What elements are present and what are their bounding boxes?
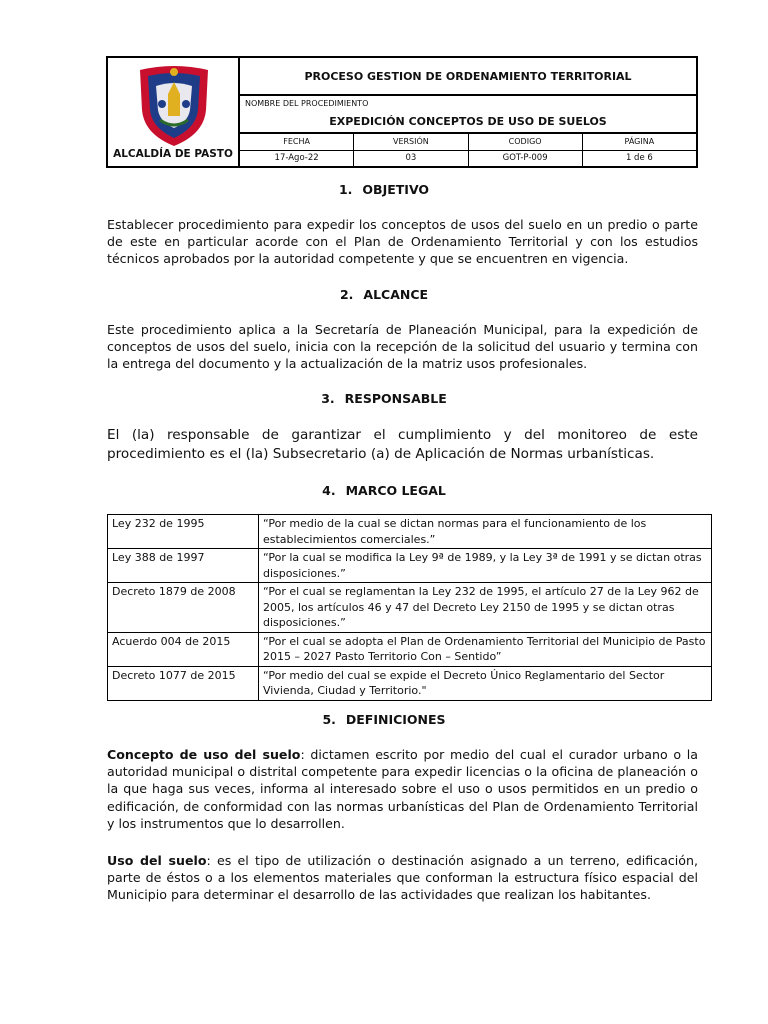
coat-of-arms-icon — [134, 64, 214, 148]
objetivo-text: Establecer procedimiento para expedir los conceptos de usos del suelo en un predio o parte de este en particular acorde con el Plan de Ordenamiento Territorial y con los estudios técnicos aprobados por la autoridad competente y que se encuentren en vigencia. — [107, 217, 698, 267]
heading-number: 4. — [322, 483, 336, 498]
norma-cell: Ley 232 de 1995 — [108, 515, 259, 549]
procedure-name: EXPEDICIÓN CONCEPTOS DE USO DE SUELOS — [329, 115, 607, 128]
norma-cell: Decreto 1879 de 2008 — [108, 583, 259, 633]
heading-title: RESPONSABLE — [344, 391, 447, 406]
definition-text: : dictamen escrito por medio del cual el curador urbano o la autoridad municipal o distrital competente para expedir licencias o la oficina de planeación o la que haga sus veces, informa al interesado sobre el uso o usos permitidos en un predio o edificación, de conformidad con las normas urbanísticas del Plan de Ordenamiento Territorial y los instrumentos que lo desarrollen. — [107, 747, 699, 831]
table-row — [108, 583, 712, 633]
heading-definiciones — [0, 712, 768, 727]
definition-term: Uso del suelo — [107, 853, 207, 868]
table-row — [108, 515, 712, 549]
meta-date — [240, 134, 354, 166]
alcance-text: Este procedimiento aplica a la Secretaría de Planeación Municipal, para la expedición de conceptos de usos del suelo, inicia con la recepción de la solicitud del usuario y termina con la entrega del documento y la actualización de la matriz usos profesionales. — [107, 322, 698, 372]
meta-code — [469, 134, 583, 166]
table-row — [108, 632, 712, 666]
descripcion-cell: “Por medio de la cual se dictan normas para el funcionamiento de los establecimientos comerciales.” — [259, 515, 712, 549]
table-row — [108, 549, 712, 583]
responsable-text: El (la) responsable de garantizar el cumplimiento y del monitoreo de este procedimiento es el (la) Subsecretario (a) de Aplicación de Normas urbanísticas. — [107, 427, 698, 462]
heading-number: 5. — [322, 712, 336, 727]
norma-cell: Decreto 1077 de 2015 — [108, 666, 259, 700]
meta-label: PÁGINA — [583, 134, 696, 151]
heading-alcance — [0, 287, 768, 302]
heading-number: 1. — [338, 182, 353, 197]
heading-objetivo — [0, 182, 768, 197]
procedure-label: NOMBRE DEL PROCEDIMIENTO — [245, 99, 369, 108]
definition-text: : es el tipo de utilización o destinación asignado a un terreno, edificación, parte de éstos o a los elementos materiales que conforman la estructura físico espacial del Municipio para determinar el desarrollo de las actividades que realizan los habitantes. — [107, 853, 698, 903]
descripcion-cell: “Por medio del cual se expide el Decreto Único Reglamentario del Sector Vivienda, Ciudad y Territorio." — [259, 666, 712, 700]
meta-version — [354, 134, 468, 166]
descripcion-cell: “Por el cual se adopta el Plan de Ordenamiento Territorial del Municipio de Pasto 2015 – 2027 Pasto Territorio Con – Sentido” — [259, 632, 712, 666]
process-title: PROCESO GESTION DE ORDENAMIENTO TERRITORIAL — [240, 58, 696, 96]
descripcion-cell: “Por el cual se reglamentan la Ley 232 de 1995, el artículo 27 de la Ley 962 de 2005, los artículos 46 y 47 del Decreto Ley 2150 de 1995 y se dictan otras disposiciones.” — [259, 583, 712, 633]
logo-cell — [108, 58, 240, 166]
norma-cell: Acuerdo 004 de 2015 — [108, 632, 259, 666]
heading-number: 3. — [321, 391, 335, 406]
heading-title: ALCANCE — [363, 287, 429, 302]
meta-label: VERSIÓN — [354, 134, 467, 151]
heading-title: OBJETIVO — [362, 182, 430, 197]
heading-title: DEFINICIONES — [345, 712, 446, 727]
heading-responsable — [0, 391, 768, 406]
meta-label: FECHA — [240, 134, 353, 151]
norma-cell: Ley 388 de 1997 — [108, 549, 259, 583]
heading-number: 2. — [339, 287, 354, 302]
definicion-concepto-uso — [107, 746, 698, 832]
document-header — [106, 56, 698, 168]
meta-page — [583, 134, 696, 166]
meta-value: 1 de 6 — [625, 153, 653, 163]
metadata-row — [240, 134, 696, 166]
table-row — [108, 666, 712, 700]
meta-value: 03 — [405, 153, 417, 163]
definicion-uso-suelo — [107, 852, 698, 904]
definition-term: Concepto de uso del suelo — [107, 747, 301, 762]
legal-framework-table — [107, 514, 712, 701]
organization-name: ALCALDÍA DE PASTO — [113, 148, 233, 160]
meta-label: CODIGO — [469, 134, 582, 151]
heading-marco-legal — [0, 483, 768, 498]
heading-title: MARCO LEGAL — [345, 483, 446, 498]
descripcion-cell: “Por la cual se modifica la Ley 9ª de 1989, y la Ley 3ª de 1991 y se dictan otras disposiciones.” — [259, 549, 712, 583]
meta-value: GOT-P-009 — [502, 153, 548, 163]
meta-value: 17-Ago-22 — [274, 153, 319, 163]
procedure-row — [240, 96, 696, 134]
